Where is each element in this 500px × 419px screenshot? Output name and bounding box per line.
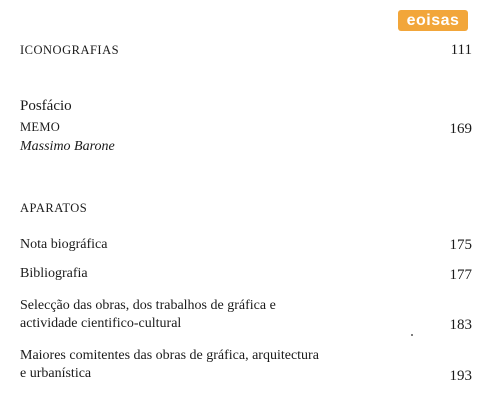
publisher-logo	[398, 10, 468, 31]
page-number-maiores-comitentes: 193	[449, 368, 472, 384]
toc-entry-line: Selecção das obras, dos trabalhos de gráfica e	[20, 298, 276, 313]
page-number-bibliografia: 177	[449, 267, 472, 283]
page-number-seleccao: 183	[449, 317, 472, 333]
section-iconografias: ICONOGRAFIAS	[20, 43, 120, 57]
toc-entry-line: Bibliografia	[20, 266, 88, 281]
posfacio-title: Posfácio	[20, 98, 72, 114]
page-number-nota-biografica: 175	[449, 237, 472, 253]
toc-entry-line: Nota biográfica	[20, 237, 108, 252]
posfacio-subtitle: MEMO	[20, 120, 61, 134]
logo-text: eoisas	[406, 11, 460, 29]
toc-entry-line: Maiores comitentes das obras de gráfica, arquitectura	[20, 348, 319, 363]
scan-speck	[411, 334, 413, 336]
toc-entry-maiores-comitentes	[20, 347, 319, 383]
page-number-posfacio: 169	[449, 121, 472, 137]
toc-entry-line: actividade cientifico-cultural	[20, 316, 182, 331]
toc-entry-nota-biografica	[20, 236, 107, 254]
posfacio-author: Massimo Barone	[20, 139, 115, 154]
toc-entry-bibliografia	[20, 265, 88, 283]
toc-entry-seleccao	[20, 297, 276, 333]
toc-entry-line: e urbanística	[20, 366, 92, 381]
section-aparatos: APARATOS	[20, 201, 88, 215]
page-number-iconografias: 111	[450, 42, 472, 58]
